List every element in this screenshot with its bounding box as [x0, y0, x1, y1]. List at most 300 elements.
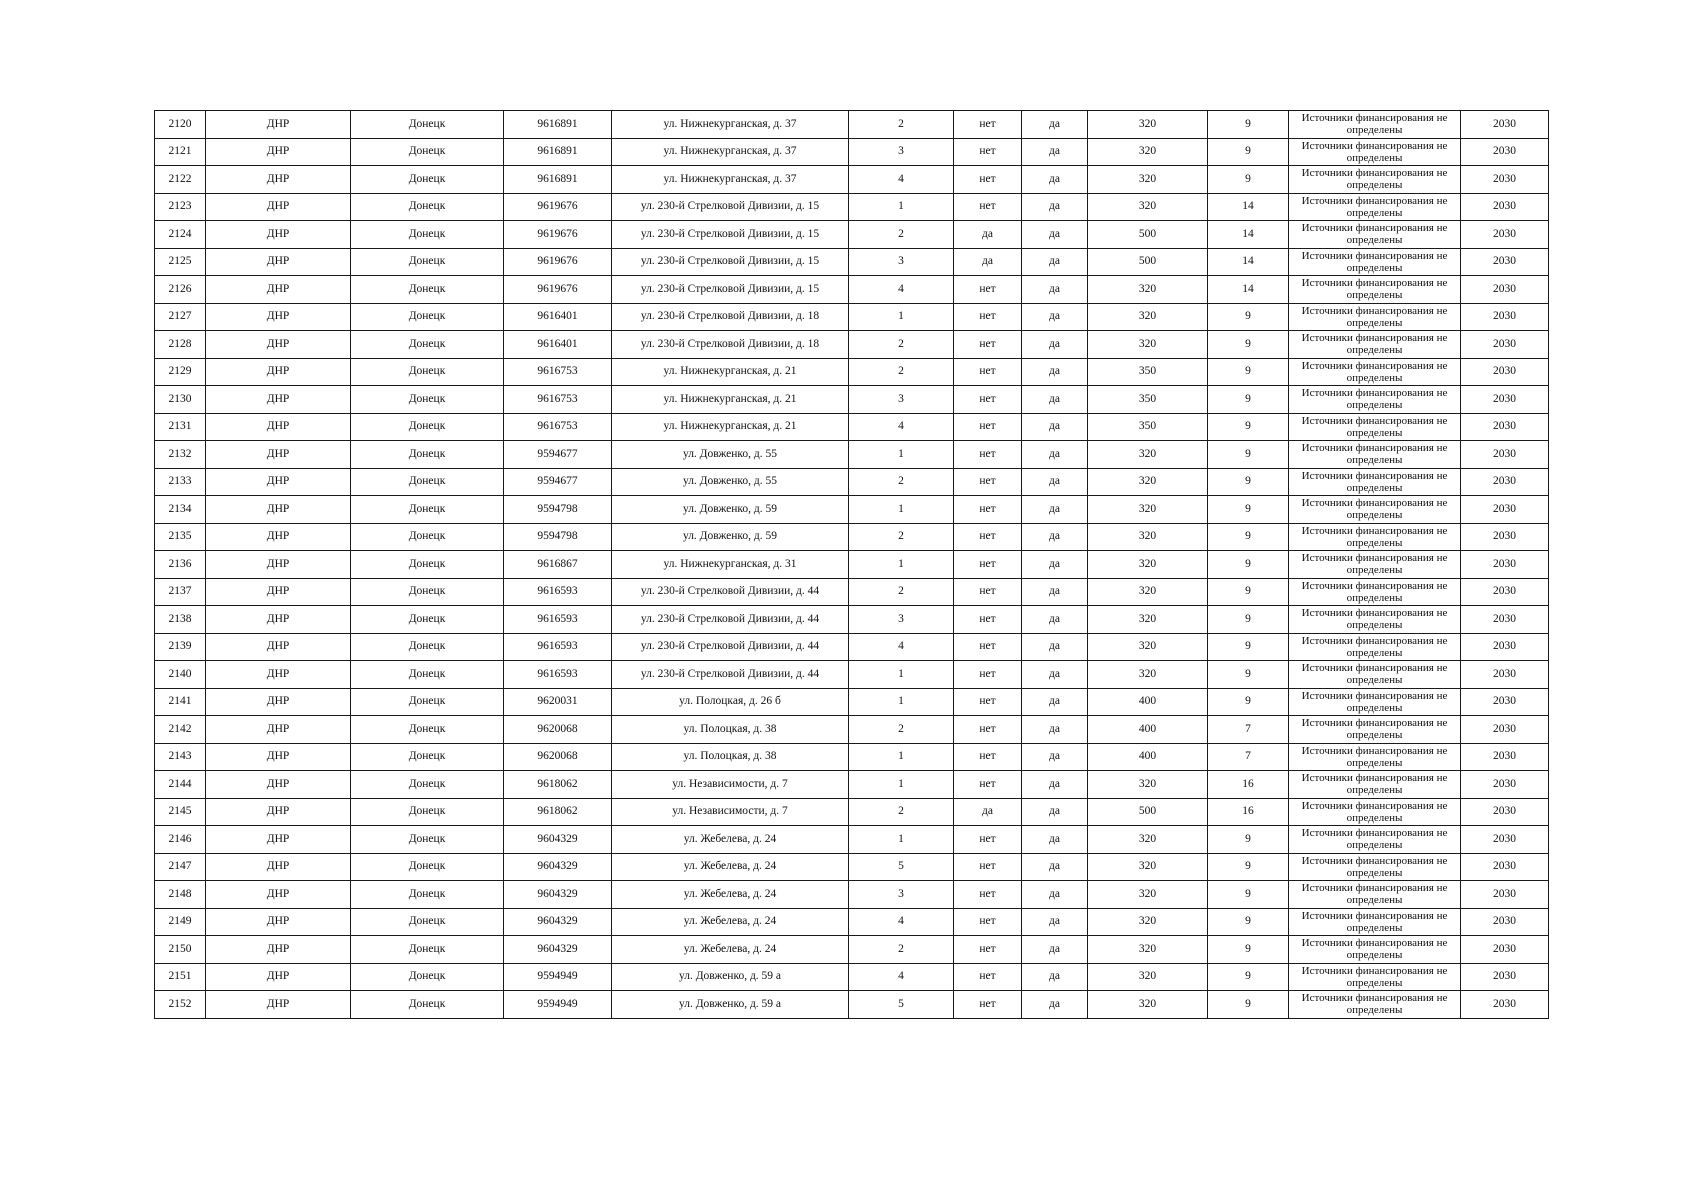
address-cell: ул. Довженко, д. 59 — [612, 496, 849, 524]
repair-cell: да — [1022, 386, 1088, 414]
year-cell: 2030 — [1461, 991, 1549, 1019]
year-cell: 2030 — [1461, 441, 1549, 469]
floors-cell: 9 — [1208, 578, 1289, 606]
row-number-cell: 2124 — [155, 221, 206, 249]
region-cell: ДНР — [206, 853, 351, 881]
row-number-cell: 2131 — [155, 413, 206, 441]
address-cell: ул. Довженко, д. 59 а — [612, 991, 849, 1019]
city-cell: Донецк — [351, 413, 504, 441]
region-cell: ДНР — [206, 716, 351, 744]
entrance-cell: 1 — [849, 193, 954, 221]
row-number-cell: 2126 — [155, 276, 206, 304]
entrance-cell: 2 — [849, 578, 954, 606]
funding-source-cell: Источники финансирования не определены — [1289, 331, 1461, 359]
city-cell: Донецк — [351, 331, 504, 359]
repair-cell: да — [1022, 716, 1088, 744]
table-row — [155, 881, 1549, 909]
address-cell: ул. Полоцкая, д. 38 — [612, 743, 849, 771]
repair-cell: да — [1022, 688, 1088, 716]
capacity-cell: 320 — [1088, 468, 1208, 496]
table-row — [155, 358, 1549, 386]
entrance-cell: 1 — [849, 771, 954, 799]
address-cell: ул. Жебелева, д. 24 — [612, 936, 849, 964]
floors-cell: 7 — [1208, 716, 1289, 744]
entrance-cell: 2 — [849, 798, 954, 826]
address-cell: ул. 230-й Стрелковой Дивизии, д. 15 — [612, 221, 849, 249]
year-cell: 2030 — [1461, 908, 1549, 936]
replacement-cell: нет — [954, 413, 1022, 441]
entrance-cell: 4 — [849, 413, 954, 441]
entrance-cell: 3 — [849, 386, 954, 414]
repair-cell: да — [1022, 358, 1088, 386]
replacement-cell: нет — [954, 688, 1022, 716]
house-id-cell: 9619676 — [504, 193, 612, 221]
region-cell: ДНР — [206, 358, 351, 386]
capacity-cell: 320 — [1088, 496, 1208, 524]
repair-cell: да — [1022, 248, 1088, 276]
row-number-cell: 2121 — [155, 138, 206, 166]
year-cell: 2030 — [1461, 853, 1549, 881]
row-number-cell: 2122 — [155, 166, 206, 194]
region-cell: ДНР — [206, 661, 351, 689]
entrance-cell: 2 — [849, 358, 954, 386]
row-number-cell: 2144 — [155, 771, 206, 799]
capacity-cell: 320 — [1088, 881, 1208, 909]
row-number-cell: 2145 — [155, 798, 206, 826]
city-cell: Донецк — [351, 716, 504, 744]
address-cell: ул. Нижнекурганская, д. 37 — [612, 166, 849, 194]
funding-source-cell: Источники финансирования не определены — [1289, 936, 1461, 964]
repair-cell: да — [1022, 853, 1088, 881]
entrance-cell: 5 — [849, 853, 954, 881]
region-cell: ДНР — [206, 881, 351, 909]
entrance-cell: 1 — [849, 743, 954, 771]
address-cell: ул. Жебелева, д. 24 — [612, 853, 849, 881]
floors-cell: 9 — [1208, 358, 1289, 386]
capacity-cell: 320 — [1088, 771, 1208, 799]
table-row — [155, 303, 1549, 331]
house-id-cell: 9616753 — [504, 413, 612, 441]
replacement-cell: нет — [954, 386, 1022, 414]
address-cell: ул. Жебелева, д. 24 — [612, 908, 849, 936]
year-cell: 2030 — [1461, 771, 1549, 799]
repair-cell: да — [1022, 633, 1088, 661]
house-id-cell: 9594677 — [504, 441, 612, 469]
region-cell: ДНР — [206, 138, 351, 166]
row-number-cell: 2149 — [155, 908, 206, 936]
region-cell: ДНР — [206, 743, 351, 771]
funding-source-cell: Источники финансирования не определены — [1289, 138, 1461, 166]
capacity-cell: 500 — [1088, 798, 1208, 826]
entrance-cell: 3 — [849, 138, 954, 166]
repair-cell: да — [1022, 523, 1088, 551]
address-cell: ул. Нижнекурганская, д. 31 — [612, 551, 849, 579]
year-cell: 2030 — [1461, 166, 1549, 194]
region-cell: ДНР — [206, 908, 351, 936]
city-cell: Донецк — [351, 798, 504, 826]
repair-cell: да — [1022, 166, 1088, 194]
region-cell: ДНР — [206, 221, 351, 249]
city-cell: Донецк — [351, 771, 504, 799]
entrance-cell: 4 — [849, 276, 954, 304]
row-number-cell: 2146 — [155, 826, 206, 854]
floors-cell: 14 — [1208, 276, 1289, 304]
replacement-cell: нет — [954, 826, 1022, 854]
replacement-cell: нет — [954, 936, 1022, 964]
repair-cell: да — [1022, 413, 1088, 441]
repair-cell: да — [1022, 578, 1088, 606]
floors-cell: 9 — [1208, 413, 1289, 441]
city-cell: Донецк — [351, 441, 504, 469]
floors-cell: 9 — [1208, 963, 1289, 991]
city-cell: Донецк — [351, 991, 504, 1019]
funding-source-cell: Источники финансирования не определены — [1289, 468, 1461, 496]
house-id-cell: 9616593 — [504, 661, 612, 689]
address-cell: ул. Довженко, д. 55 — [612, 441, 849, 469]
row-number-cell: 2133 — [155, 468, 206, 496]
address-cell: ул. 230-й Стрелковой Дивизии, д. 18 — [612, 331, 849, 359]
funding-source-cell: Источники финансирования не определены — [1289, 276, 1461, 304]
floors-cell: 9 — [1208, 908, 1289, 936]
address-cell: ул. Полоцкая, д. 38 — [612, 716, 849, 744]
repair-cell: да — [1022, 991, 1088, 1019]
entrance-cell: 2 — [849, 936, 954, 964]
replacement-cell: нет — [954, 743, 1022, 771]
city-cell: Донецк — [351, 248, 504, 276]
house-id-cell: 9618062 — [504, 771, 612, 799]
year-cell: 2030 — [1461, 111, 1549, 139]
address-cell: ул. 230-й Стрелковой Дивизии, д. 44 — [612, 606, 849, 634]
city-cell: Донецк — [351, 496, 504, 524]
replacement-cell: да — [954, 798, 1022, 826]
funding-source-cell: Источники финансирования не определены — [1289, 193, 1461, 221]
house-id-cell: 9619676 — [504, 276, 612, 304]
house-id-cell: 9616891 — [504, 166, 612, 194]
region-cell: ДНР — [206, 111, 351, 139]
city-cell: Донецк — [351, 193, 504, 221]
house-id-cell: 9616867 — [504, 551, 612, 579]
house-id-cell: 9619676 — [504, 248, 612, 276]
floors-cell: 9 — [1208, 303, 1289, 331]
row-number-cell: 2143 — [155, 743, 206, 771]
table-row — [155, 138, 1549, 166]
replacement-cell: нет — [954, 991, 1022, 1019]
replacement-cell: нет — [954, 881, 1022, 909]
row-number-cell: 2142 — [155, 716, 206, 744]
replacement-cell: да — [954, 248, 1022, 276]
capacity-cell: 320 — [1088, 606, 1208, 634]
floors-cell: 9 — [1208, 881, 1289, 909]
repair-cell: да — [1022, 551, 1088, 579]
year-cell: 2030 — [1461, 661, 1549, 689]
address-cell: ул. Довженко, д. 55 — [612, 468, 849, 496]
funding-source-cell: Источники финансирования не определены — [1289, 853, 1461, 881]
address-cell: ул. Жебелева, д. 24 — [612, 826, 849, 854]
table-row — [155, 551, 1549, 579]
region-cell: ДНР — [206, 688, 351, 716]
floors-cell: 7 — [1208, 743, 1289, 771]
capacity-cell: 320 — [1088, 193, 1208, 221]
house-id-cell: 9620068 — [504, 716, 612, 744]
year-cell: 2030 — [1461, 963, 1549, 991]
city-cell: Донецк — [351, 578, 504, 606]
repair-cell: да — [1022, 798, 1088, 826]
house-id-cell: 9604329 — [504, 853, 612, 881]
capacity-cell: 320 — [1088, 303, 1208, 331]
city-cell: Донецк — [351, 166, 504, 194]
floors-cell: 16 — [1208, 771, 1289, 799]
address-cell: ул. 230-й Стрелковой Дивизии, д. 44 — [612, 633, 849, 661]
region-cell: ДНР — [206, 166, 351, 194]
year-cell: 2030 — [1461, 386, 1549, 414]
capacity-cell: 320 — [1088, 853, 1208, 881]
floors-cell: 9 — [1208, 633, 1289, 661]
capacity-cell: 320 — [1088, 166, 1208, 194]
region-cell: ДНР — [206, 276, 351, 304]
house-id-cell: 9620068 — [504, 743, 612, 771]
funding-source-cell: Источники финансирования не определены — [1289, 963, 1461, 991]
data-table — [154, 110, 1549, 1019]
address-cell: ул. 230-й Стрелковой Дивизии, д. 44 — [612, 661, 849, 689]
capacity-cell: 320 — [1088, 138, 1208, 166]
table-row — [155, 853, 1549, 881]
row-number-cell: 2132 — [155, 441, 206, 469]
city-cell: Донецк — [351, 661, 504, 689]
year-cell: 2030 — [1461, 688, 1549, 716]
repair-cell: да — [1022, 468, 1088, 496]
funding-source-cell: Источники финансирования не определены — [1289, 248, 1461, 276]
entrance-cell: 2 — [849, 111, 954, 139]
region-cell: ДНР — [206, 551, 351, 579]
region-cell: ДНР — [206, 826, 351, 854]
replacement-cell: нет — [954, 606, 1022, 634]
floors-cell: 14 — [1208, 248, 1289, 276]
year-cell: 2030 — [1461, 331, 1549, 359]
floors-cell: 9 — [1208, 661, 1289, 689]
replacement-cell: нет — [954, 166, 1022, 194]
capacity-cell: 320 — [1088, 276, 1208, 304]
year-cell: 2030 — [1461, 221, 1549, 249]
funding-source-cell: Источники финансирования не определены — [1289, 496, 1461, 524]
repair-cell: да — [1022, 496, 1088, 524]
entrance-cell: 1 — [849, 661, 954, 689]
capacity-cell: 350 — [1088, 358, 1208, 386]
row-number-cell: 2127 — [155, 303, 206, 331]
row-number-cell: 2134 — [155, 496, 206, 524]
address-cell: ул. 230-й Стрелковой Дивизии, д. 15 — [612, 248, 849, 276]
city-cell: Донецк — [351, 936, 504, 964]
year-cell: 2030 — [1461, 193, 1549, 221]
region-cell: ДНР — [206, 441, 351, 469]
house-id-cell: 9604329 — [504, 908, 612, 936]
table-row — [155, 248, 1549, 276]
house-id-cell: 9594949 — [504, 963, 612, 991]
table-row — [155, 276, 1549, 304]
region-cell: ДНР — [206, 991, 351, 1019]
floors-cell: 9 — [1208, 523, 1289, 551]
row-number-cell: 2128 — [155, 331, 206, 359]
year-cell: 2030 — [1461, 303, 1549, 331]
repair-cell: да — [1022, 193, 1088, 221]
repair-cell: да — [1022, 881, 1088, 909]
row-number-cell: 2130 — [155, 386, 206, 414]
table-row — [155, 578, 1549, 606]
row-number-cell: 2135 — [155, 523, 206, 551]
address-cell: ул. 230-й Стрелковой Дивизии, д. 15 — [612, 276, 849, 304]
city-cell: Донецк — [351, 826, 504, 854]
house-id-cell: 9616753 — [504, 386, 612, 414]
table-row — [155, 111, 1549, 139]
house-id-cell: 9616401 — [504, 331, 612, 359]
row-number-cell: 2138 — [155, 606, 206, 634]
address-cell: ул. Довженко, д. 59 — [612, 523, 849, 551]
capacity-cell: 320 — [1088, 111, 1208, 139]
floors-cell: 9 — [1208, 166, 1289, 194]
row-number-cell: 2139 — [155, 633, 206, 661]
address-cell: ул. Полоцкая, д. 26 б — [612, 688, 849, 716]
row-number-cell: 2148 — [155, 881, 206, 909]
year-cell: 2030 — [1461, 276, 1549, 304]
year-cell: 2030 — [1461, 578, 1549, 606]
capacity-cell: 320 — [1088, 963, 1208, 991]
region-cell: ДНР — [206, 633, 351, 661]
house-id-cell: 9616891 — [504, 111, 612, 139]
row-number-cell: 2123 — [155, 193, 206, 221]
year-cell: 2030 — [1461, 936, 1549, 964]
city-cell: Донецк — [351, 633, 504, 661]
city-cell: Донецк — [351, 523, 504, 551]
entrance-cell: 3 — [849, 606, 954, 634]
funding-source-cell: Источники финансирования не определены — [1289, 606, 1461, 634]
entrance-cell: 2 — [849, 716, 954, 744]
repair-cell: да — [1022, 661, 1088, 689]
entrance-cell: 1 — [849, 441, 954, 469]
year-cell: 2030 — [1461, 468, 1549, 496]
address-cell: ул. Довженко, д. 59 а — [612, 963, 849, 991]
table-row — [155, 936, 1549, 964]
city-cell: Донецк — [351, 276, 504, 304]
house-id-cell: 9604329 — [504, 936, 612, 964]
repair-cell: да — [1022, 606, 1088, 634]
repair-cell: да — [1022, 771, 1088, 799]
funding-source-cell: Источники финансирования не определены — [1289, 578, 1461, 606]
address-cell: ул. Жебелева, д. 24 — [612, 881, 849, 909]
funding-source-cell: Источники финансирования не определены — [1289, 661, 1461, 689]
capacity-cell: 500 — [1088, 248, 1208, 276]
entrance-cell: 3 — [849, 881, 954, 909]
repair-cell: да — [1022, 936, 1088, 964]
replacement-cell: нет — [954, 303, 1022, 331]
region-cell: ДНР — [206, 468, 351, 496]
city-cell: Донецк — [351, 551, 504, 579]
region-cell: ДНР — [206, 331, 351, 359]
city-cell: Донецк — [351, 743, 504, 771]
house-id-cell: 9594949 — [504, 991, 612, 1019]
floors-cell: 9 — [1208, 606, 1289, 634]
funding-source-cell: Источники финансирования не определены — [1289, 221, 1461, 249]
funding-source-cell: Источники финансирования не определены — [1289, 111, 1461, 139]
floors-cell: 9 — [1208, 496, 1289, 524]
row-number-cell: 2150 — [155, 936, 206, 964]
replacement-cell: нет — [954, 771, 1022, 799]
house-id-cell: 9616891 — [504, 138, 612, 166]
capacity-cell: 320 — [1088, 661, 1208, 689]
table-row — [155, 496, 1549, 524]
funding-source-cell: Источники финансирования не определены — [1289, 441, 1461, 469]
floors-cell: 9 — [1208, 386, 1289, 414]
house-id-cell: 9620031 — [504, 688, 612, 716]
year-cell: 2030 — [1461, 743, 1549, 771]
city-cell: Донецк — [351, 221, 504, 249]
house-id-cell: 9616753 — [504, 358, 612, 386]
year-cell: 2030 — [1461, 358, 1549, 386]
row-number-cell: 2137 — [155, 578, 206, 606]
address-cell: ул. Нижнекурганская, д. 37 — [612, 111, 849, 139]
year-cell: 2030 — [1461, 716, 1549, 744]
table-row — [155, 908, 1549, 936]
region-cell: ДНР — [206, 386, 351, 414]
city-cell: Донецк — [351, 358, 504, 386]
floors-cell: 14 — [1208, 221, 1289, 249]
replacement-cell: нет — [954, 716, 1022, 744]
row-number-cell: 2136 — [155, 551, 206, 579]
capacity-cell: 320 — [1088, 523, 1208, 551]
city-cell: Донецк — [351, 853, 504, 881]
capacity-cell: 500 — [1088, 221, 1208, 249]
floors-cell: 14 — [1208, 193, 1289, 221]
entrance-cell: 1 — [849, 496, 954, 524]
repair-cell: да — [1022, 826, 1088, 854]
funding-source-cell: Источники финансирования не определены — [1289, 523, 1461, 551]
entrance-cell: 4 — [849, 908, 954, 936]
floors-cell: 9 — [1208, 138, 1289, 166]
table-row — [155, 413, 1549, 441]
table-row — [155, 331, 1549, 359]
table-row — [155, 771, 1549, 799]
repair-cell: да — [1022, 441, 1088, 469]
table-row — [155, 386, 1549, 414]
region-cell: ДНР — [206, 193, 351, 221]
year-cell: 2030 — [1461, 881, 1549, 909]
replacement-cell: нет — [954, 853, 1022, 881]
city-cell: Донецк — [351, 386, 504, 414]
funding-source-cell: Источники финансирования не определены — [1289, 303, 1461, 331]
year-cell: 2030 — [1461, 413, 1549, 441]
entrance-cell: 1 — [849, 551, 954, 579]
funding-source-cell: Источники финансирования не определены — [1289, 358, 1461, 386]
capacity-cell: 320 — [1088, 991, 1208, 1019]
region-cell: ДНР — [206, 798, 351, 826]
region-cell: ДНР — [206, 578, 351, 606]
table-row — [155, 633, 1549, 661]
table-row — [155, 798, 1549, 826]
entrance-cell: 4 — [849, 633, 954, 661]
city-cell: Донецк — [351, 606, 504, 634]
replacement-cell: нет — [954, 331, 1022, 359]
entrance-cell: 1 — [849, 688, 954, 716]
floors-cell: 9 — [1208, 936, 1289, 964]
house-id-cell: 9594798 — [504, 496, 612, 524]
repair-cell: да — [1022, 743, 1088, 771]
table-row — [155, 523, 1549, 551]
city-cell: Донецк — [351, 688, 504, 716]
funding-source-cell: Источники финансирования не определены — [1289, 771, 1461, 799]
table-row — [155, 661, 1549, 689]
entrance-cell: 4 — [849, 963, 954, 991]
entrance-cell: 2 — [849, 331, 954, 359]
capacity-cell: 320 — [1088, 633, 1208, 661]
repair-cell: да — [1022, 331, 1088, 359]
